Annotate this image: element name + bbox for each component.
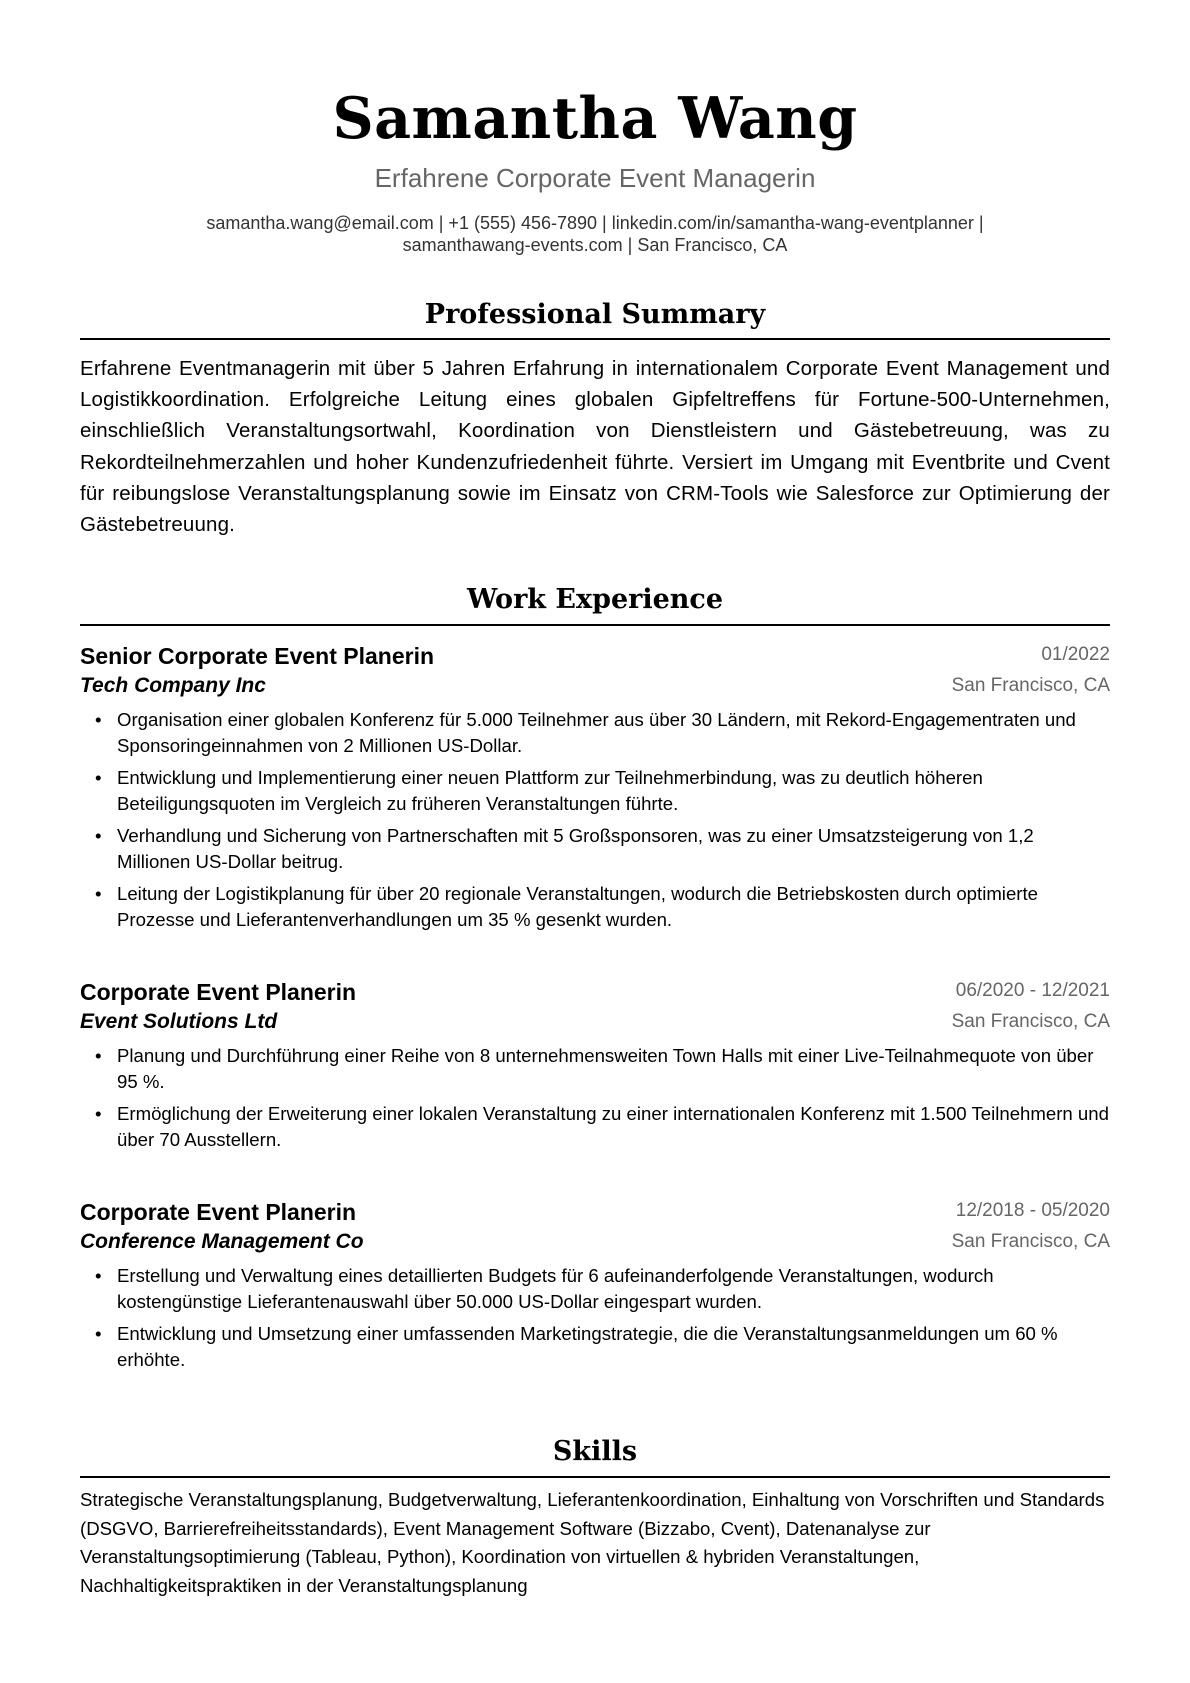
contact-line: samantha.wang@email.com | +1 (555) 456-7890 | linkedin.com/in/samantha-wang-eventplanner | bbox=[206, 213, 984, 233]
job-bullet-text: Planung und Durchführung einer Reihe von 8 unternehmensweiten Town Halls mit einer Live-Teilnahmequote von über 95 %. bbox=[117, 1045, 1094, 1092]
job-date: 06/2020 - 12/2021 bbox=[955, 980, 1110, 1001]
job-bullets bbox=[80, 707, 1110, 933]
job-bullet-text: Leitung der Logistikplanung für über 20 regionale Veranstaltungen, wodurch die Betriebskosten durch optimierte Prozesse und Lieferantenverhandlungen um 35 % gesenkt wurden. bbox=[117, 883, 1038, 930]
bullet-dot: • bbox=[95, 883, 102, 904]
job-company: Tech Company Inc bbox=[80, 674, 266, 697]
bullet-dot: • bbox=[95, 709, 102, 730]
job-bullet-text: Verhandlung und Sicherung von Partnerschaften mit 5 Großsponsoren, was zu einer Umsatzsteigerung von 1,2 Millionen US-Dollar beitrug. bbox=[117, 825, 1034, 872]
job-title: Corporate Event Planerin bbox=[80, 979, 357, 1005]
job-bullet-text: Ermöglichung der Erweiterung einer lokalen Veranstaltung zu einer internationalen Konferenz mit 1.500 Teilnehmern und über 70 Ausstellern. bbox=[117, 1103, 1109, 1150]
job-bullet bbox=[80, 823, 1110, 875]
job-header bbox=[80, 977, 1110, 1037]
job-location: San Francisco, CA bbox=[951, 675, 1110, 696]
job-bullet bbox=[80, 1101, 1110, 1153]
bullet-dot: • bbox=[95, 1265, 102, 1286]
summary-section-title: Professional Summary bbox=[424, 299, 766, 330]
job-entry bbox=[80, 641, 1110, 939]
job-bullet-text: Erstellung und Verwaltung eines detaillierten Budgets für 6 aufeinanderfolgende Veranstaltungen, wodurch kostengünstige Lieferantenauswahl über 50.000 US-Dollar eingespart wurden. bbox=[117, 1265, 994, 1312]
bullet-dot: • bbox=[95, 825, 102, 846]
section-divider bbox=[80, 338, 1110, 340]
candidate-headline: Erfahrene Corporate Event Managerin bbox=[374, 163, 816, 193]
bullet-dot: • bbox=[95, 767, 102, 788]
contact-info bbox=[80, 212, 1110, 256]
job-title: Senior Corporate Event Planerin bbox=[80, 643, 435, 669]
job-bullet bbox=[80, 881, 1110, 933]
job-company: Event Solutions Ltd bbox=[80, 1010, 278, 1033]
contact-line: samanthawang-events.com | San Francisco, CA bbox=[402, 235, 788, 255]
experience-section-title: Work Experience bbox=[466, 584, 724, 615]
job-bullets bbox=[80, 1263, 1110, 1373]
job-header bbox=[80, 641, 1110, 701]
job-location: San Francisco, CA bbox=[951, 1011, 1110, 1032]
job-bullet bbox=[80, 765, 1110, 817]
job-bullet-text: Entwicklung und Umsetzung einer umfassenden Marketingstrategie, die die Veranstaltungsanmeldungen um 60 % erhöhte. bbox=[117, 1323, 1058, 1370]
job-header bbox=[80, 1197, 1110, 1257]
skills-text: Strategische Veranstaltungsplanung, Budgetverwaltung, Lieferantenkoordination, Einhaltung von Vorschriften und Standards (DSGVO, Barrierefreiheitsstandards), Event Management Software (Bizzabo, Cvent), Datenanalyse zur Veranstaltungsoptimierung (Tableau, Python), Koordination von virtuellen & hybriden Veranstaltungen, Nachhaltigkeitspraktiken in der Veranstaltungsplanung bbox=[80, 1489, 1105, 1596]
bullet-dot: • bbox=[95, 1103, 102, 1124]
bullet-dot: • bbox=[95, 1323, 102, 1344]
job-bullets bbox=[80, 1043, 1110, 1153]
job-bullet bbox=[80, 707, 1110, 759]
job-company: Conference Management Co bbox=[80, 1230, 364, 1253]
job-entry bbox=[80, 1197, 1110, 1379]
section-divider bbox=[80, 624, 1110, 626]
job-bullet bbox=[80, 1043, 1110, 1095]
skills-section-title: Skills bbox=[552, 1436, 638, 1467]
section-divider bbox=[80, 1476, 1110, 1478]
job-location: San Francisco, CA bbox=[951, 1231, 1110, 1252]
bullet-dot: • bbox=[95, 1045, 102, 1066]
job-entry bbox=[80, 977, 1110, 1159]
summary-text: Erfahrene Eventmanagerin mit über 5 Jahren Erfahrung in internationalem Corporate Event Management und Logistikkoordination. Erfolgreiche Leitung eines globalen Gipfeltreffens für Fortune-500-Unternehmen, einschließlich Veranstaltungsortwahl, Koordination von Dienstleistern und Gästebetreuung, was zu Rekordteilnehmerzahlen und hoher Kundenzufriedenheit führte. Versiert im Umgang mit Eventbrite und Cvent für reibungslose Veranstaltungsplanung sowie im Einsatz von CRM-Tools wie Salesforce zur Optimierung der Gästebetreuung. bbox=[80, 357, 1110, 537]
job-bullet-text: Entwicklung und Implementierung einer neuen Plattform zur Teilnehmerbindung, was zu deutlich höheren Beteiligungsquoten im Vergleich zu früheren Veranstaltungen führte. bbox=[117, 767, 983, 814]
job-bullet bbox=[80, 1263, 1110, 1315]
candidate-name: Samantha Wang bbox=[332, 85, 858, 152]
job-date: 12/2018 - 05/2020 bbox=[955, 1200, 1110, 1221]
job-bullet bbox=[80, 1321, 1110, 1373]
job-bullet-text: Organisation einer globalen Konferenz für 5.000 Teilnehmer aus über 30 Ländern, mit Rekord-Engagementraten und Sponsoringeinnahmen von 2 Millionen US-Dollar. bbox=[117, 709, 1076, 756]
job-date: 01/2022 bbox=[1041, 644, 1110, 665]
job-title: Corporate Event Planerin bbox=[80, 1199, 357, 1225]
